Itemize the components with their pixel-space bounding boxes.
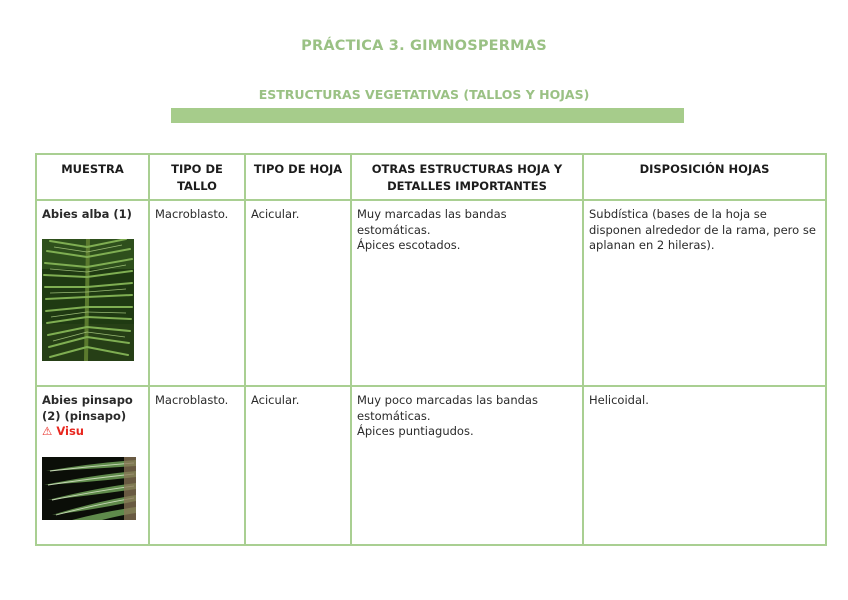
gymnosperm-table (35, 153, 827, 546)
sample-name: Abies pinsapo (2) (pinsapo) (42, 393, 133, 423)
abies-pinsapo-photo (42, 457, 136, 520)
other-structures-cell: Muy marcadas las bandas estomáticas. Ápices escotados. (351, 200, 583, 386)
leaf-type-cell: Acicular. (245, 200, 351, 386)
sample-name: Abies alba (1) (42, 207, 132, 221)
leaf-type-cell: Acicular. (245, 386, 351, 545)
leaf-arrangement-cell: Subdística (bases de la hoja se disponen alrededor de la rama, pero se aplanan en 2 hileras). (583, 200, 826, 386)
other-structures-cell: Muy poco marcadas las bandas estomáticas. Ápices puntiagudos. (351, 386, 583, 545)
leaf-arrangement-cell: Helicoidal. (583, 386, 826, 545)
table-row (36, 200, 826, 386)
sample-cell (36, 200, 149, 386)
table-header-row (36, 154, 826, 200)
stem-type-cell: Macroblasto. (149, 200, 245, 386)
section-subtitle: ESTRUCTURAS VEGETATIVAS (TALLOS Y HOJAS) (258, 87, 590, 102)
header-disposicion: DISPOSICIÓN HOJAS (583, 154, 826, 200)
stem-type-cell: Macroblasto. (149, 386, 245, 545)
header-tipo-tallo: TIPO DE TALLO (149, 154, 245, 200)
visu-warning-badge: ⚠ Visu (42, 424, 84, 438)
page-title: PRÁCTICA 3. GIMNOSPERMAS (301, 38, 547, 54)
header-tipo-hoja: TIPO DE HOJA (245, 154, 351, 200)
abies-alba-photo (42, 239, 134, 361)
header-otras-estructuras: OTRAS ESTRUCTURAS HOJA Y DETALLES IMPORTANTES (351, 154, 583, 200)
section-divider-bar (171, 108, 684, 123)
table-row (36, 386, 826, 545)
sample-cell (36, 386, 149, 545)
header-muestra: MUESTRA (36, 154, 149, 200)
